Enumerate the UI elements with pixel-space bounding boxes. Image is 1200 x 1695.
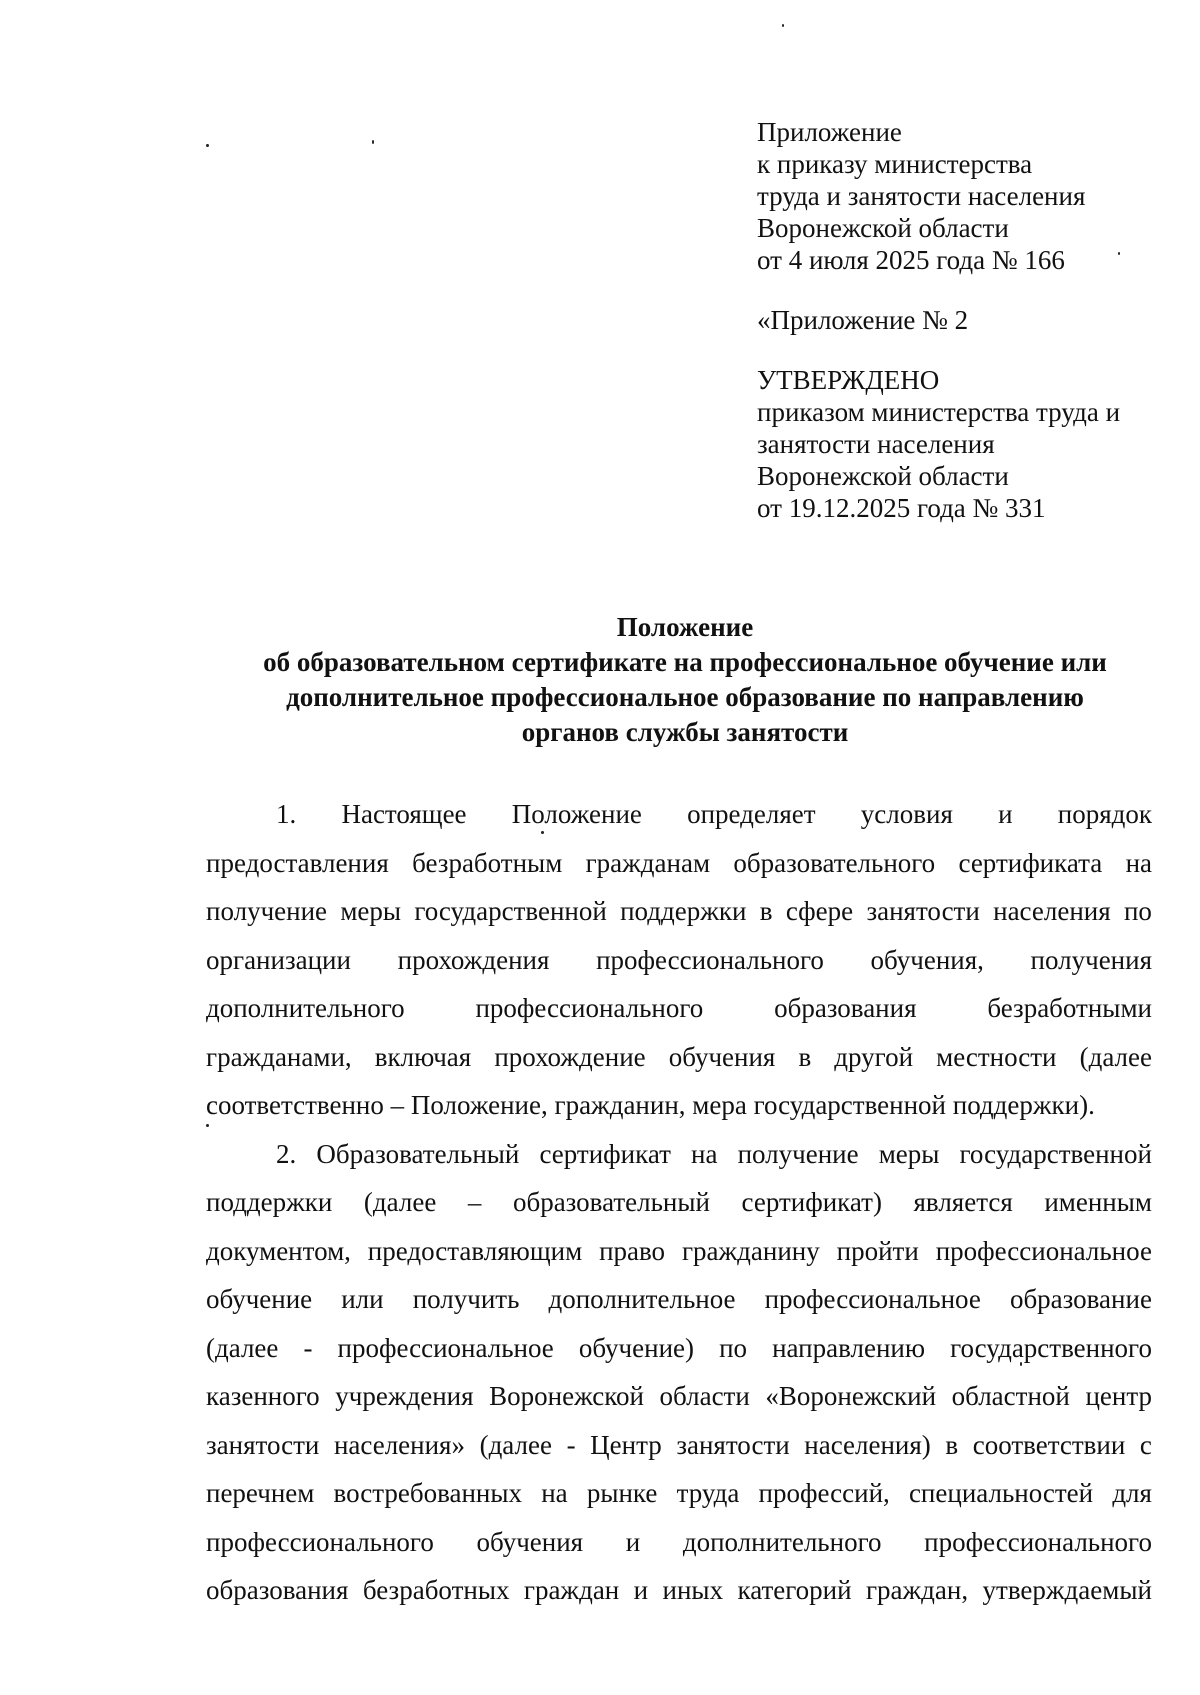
approved-heading: УТВЕРЖДЕНО xyxy=(757,365,940,395)
word: иных xyxy=(662,1575,724,1605)
annex-reference: «Приложение № 2 xyxy=(757,305,969,335)
word: в xyxy=(759,896,773,926)
word: занятости xyxy=(206,1429,320,1460)
word: или xyxy=(341,1284,384,1314)
text-line xyxy=(206,790,1152,839)
approved-order-date: от 19.12.2025 года № 331 xyxy=(757,493,1046,523)
word: государственной xyxy=(414,896,607,926)
appendix-header xyxy=(757,116,1177,524)
word: и xyxy=(625,1526,641,1557)
word: образовательный xyxy=(512,1187,710,1217)
word: образования xyxy=(206,1575,349,1605)
word: 1. xyxy=(276,799,297,829)
word: меры xyxy=(878,1138,940,1169)
word: государственного xyxy=(950,1332,1152,1363)
word: с xyxy=(1139,1429,1152,1460)
word: центр xyxy=(1085,1381,1152,1411)
word: условия xyxy=(860,799,953,829)
word: прохождения xyxy=(397,944,550,975)
word: получение xyxy=(206,896,328,926)
word: дополнительное xyxy=(548,1284,736,1314)
word: по xyxy=(1123,896,1152,926)
word: соответственно – Положение, гражданин, мера государственной поддержки). xyxy=(206,1090,1095,1120)
appendix-line: Приложение xyxy=(757,117,902,147)
word: населения xyxy=(993,896,1111,926)
word: рынке xyxy=(586,1478,658,1508)
word: получение xyxy=(737,1138,859,1169)
text-line xyxy=(206,839,1152,888)
word: предоставляющим xyxy=(367,1235,583,1266)
word: право xyxy=(599,1235,666,1266)
word: профессионального xyxy=(596,944,824,975)
scan-speck xyxy=(782,24,784,27)
text-line xyxy=(206,1421,1152,1470)
word: соответствии xyxy=(972,1429,1126,1460)
word: Положение xyxy=(511,799,642,829)
word: гражданами, xyxy=(206,1041,352,1072)
word: профессионального xyxy=(475,993,704,1023)
text-line xyxy=(206,1081,1152,1130)
approved-line: Воронежской области xyxy=(757,461,1009,491)
word: казенного xyxy=(206,1381,320,1411)
word: (далее xyxy=(479,1429,552,1460)
approved-line: приказом министерства труда и xyxy=(757,397,1121,427)
appendix-order-date: от 4 июля 2025 года № 166 xyxy=(757,245,1065,275)
text-line xyxy=(206,1324,1152,1373)
word: занятости xyxy=(676,1429,790,1460)
text-line xyxy=(206,1372,1152,1421)
text-line xyxy=(206,1566,1152,1615)
word: предоставления xyxy=(206,847,389,878)
word: определяет xyxy=(687,799,816,829)
text-line xyxy=(206,1227,1152,1276)
word: профессионального xyxy=(924,1526,1152,1557)
word: - xyxy=(566,1429,576,1460)
word: по xyxy=(719,1332,748,1363)
word: порядок xyxy=(1057,799,1152,829)
word: труда xyxy=(676,1478,740,1508)
word: – xyxy=(467,1187,482,1217)
word: Центр xyxy=(590,1429,662,1460)
word: утверждаемый xyxy=(982,1575,1152,1605)
word: на xyxy=(1125,847,1152,878)
word: сертификат) xyxy=(741,1187,882,1217)
text-line xyxy=(206,1518,1152,1567)
word: сфере xyxy=(785,896,854,926)
word: и xyxy=(633,1575,649,1605)
word: граждан, xyxy=(865,1575,969,1605)
word: обучение) xyxy=(578,1332,694,1363)
word: гражданам xyxy=(585,847,711,878)
word: безработными xyxy=(987,993,1152,1023)
word: востребованных xyxy=(333,1478,523,1508)
word: включая xyxy=(374,1041,472,1072)
word: организации xyxy=(206,944,351,975)
word: образовательного xyxy=(733,847,936,878)
word: документом, xyxy=(206,1235,351,1266)
word: областной xyxy=(951,1381,1070,1411)
word: дополнительного xyxy=(682,1526,882,1557)
word: получения xyxy=(1030,944,1152,975)
title-line: Положение xyxy=(616,612,754,642)
text-line xyxy=(206,984,1152,1033)
document-body xyxy=(206,790,1152,1615)
word: для xyxy=(1112,1478,1152,1508)
text-line xyxy=(206,1469,1152,1518)
word: поддержки xyxy=(206,1187,333,1217)
word: 2. xyxy=(276,1138,297,1169)
word: Настоящее xyxy=(341,799,467,829)
word: обучения xyxy=(476,1526,584,1557)
approved-line: занятости населения xyxy=(757,429,995,459)
text-line xyxy=(206,1130,1152,1179)
word: образования xyxy=(774,993,917,1023)
text-line xyxy=(206,936,1152,985)
word: на xyxy=(691,1138,718,1169)
word: является xyxy=(913,1187,1013,1217)
title-line: дополнительное профессиональное образование по направлению xyxy=(286,682,1084,712)
word: поддержки xyxy=(620,896,747,926)
word: безработным xyxy=(412,847,563,878)
word: местности xyxy=(936,1041,1057,1072)
word: и xyxy=(998,799,1013,829)
word: образование xyxy=(1009,1284,1152,1314)
word: направлению xyxy=(772,1332,926,1363)
word: профессий, xyxy=(758,1478,890,1508)
word: (далее xyxy=(363,1187,437,1217)
word: (далее xyxy=(1079,1041,1152,1072)
word: населения» xyxy=(333,1429,465,1460)
word: в xyxy=(798,1041,812,1072)
word: специальностей xyxy=(908,1478,1094,1508)
word: области xyxy=(659,1381,750,1411)
word: перечнем xyxy=(206,1478,315,1508)
word: другой xyxy=(834,1041,914,1072)
scan-speck xyxy=(206,144,209,147)
word: гражданину xyxy=(681,1235,820,1266)
word: профессиональное xyxy=(337,1332,554,1363)
word: профессионального xyxy=(206,1526,434,1557)
text-line xyxy=(206,1033,1152,1082)
text-line xyxy=(206,887,1152,936)
title-line: об образовательном сертификате на профессиональное обучение или xyxy=(263,647,1107,677)
appendix-line: к приказу министерства xyxy=(757,149,1033,179)
text-line xyxy=(206,1178,1152,1227)
word: занятости xyxy=(866,896,980,926)
word: сертификата xyxy=(958,847,1103,878)
word: обучение xyxy=(206,1284,313,1314)
word: населения) xyxy=(804,1429,931,1460)
word: в xyxy=(945,1429,959,1460)
word: Воронежской xyxy=(489,1381,644,1411)
word: профессиональное xyxy=(764,1284,981,1314)
word: «Воронежский xyxy=(765,1381,937,1411)
text-line xyxy=(206,1275,1152,1324)
appendix-line: труда и занятости населения xyxy=(757,181,1086,211)
word: получить xyxy=(412,1284,520,1314)
document-title xyxy=(0,610,1200,750)
word: меры xyxy=(340,896,402,926)
word: прохождение xyxy=(494,1041,646,1072)
scan-speck xyxy=(372,140,374,144)
word: - xyxy=(303,1332,313,1363)
word: государственной xyxy=(959,1138,1152,1169)
word: на xyxy=(541,1478,568,1508)
word: сертификат xyxy=(539,1138,671,1169)
word: (далее xyxy=(206,1332,279,1363)
word: обучения, xyxy=(870,944,984,975)
word: учреждения xyxy=(335,1381,474,1411)
word: Образовательный xyxy=(316,1138,520,1169)
word: обучения xyxy=(668,1041,776,1072)
word: категорий xyxy=(737,1575,852,1605)
word: пройти xyxy=(836,1235,919,1266)
word: дополнительного xyxy=(206,993,405,1023)
title-line: органов службы занятости xyxy=(521,717,849,747)
appendix-line: Воронежской области xyxy=(757,213,1009,243)
word: именным xyxy=(1044,1187,1152,1217)
word: граждан xyxy=(523,1575,620,1605)
word: профессиональное xyxy=(935,1235,1152,1266)
word: безработных xyxy=(362,1575,510,1605)
